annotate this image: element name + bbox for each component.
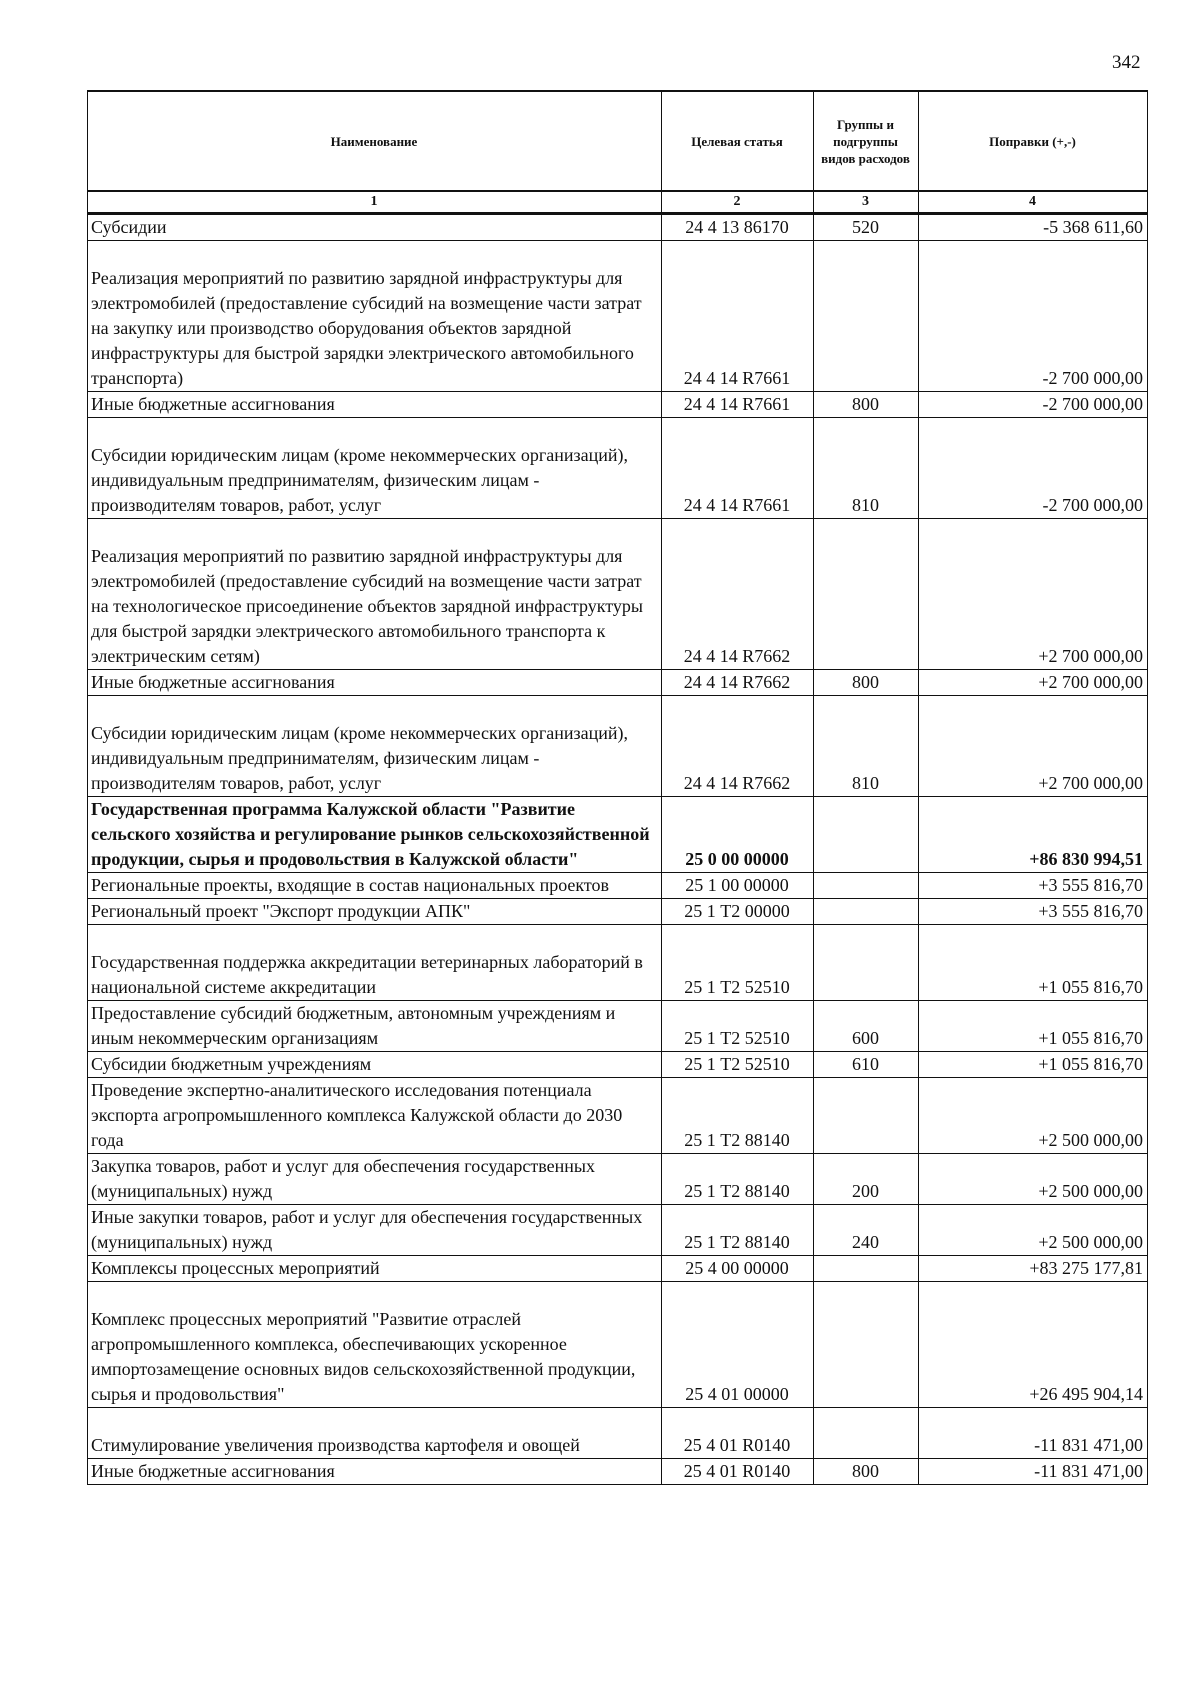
row-name: Государственная программа Калужской области "Развитие сельского хозяйства и регулирование рынков сельскохозяйственной продукции, сырья и продовольствия в Калужской области": [88, 797, 662, 873]
row-amount: +2 500 000,00: [919, 1205, 1148, 1256]
row-amount: +26 495 904,14: [919, 1282, 1148, 1408]
row-target-code: 25 1 Т2 88140: [662, 1078, 814, 1154]
row-target-code: 25 4 01 00000: [662, 1282, 814, 1408]
table-row: [88, 392, 1148, 418]
table-row: [88, 519, 1148, 670]
table-row: [88, 797, 1148, 873]
row-target-code: 24 4 14 R7661: [662, 392, 814, 418]
table-row: [88, 1052, 1148, 1078]
row-name: Иные бюджетные ассигнования: [88, 1459, 662, 1485]
row-amount: -2 700 000,00: [919, 418, 1148, 519]
table-row: [88, 418, 1148, 519]
row-name: Субсидии бюджетным учреждениям: [88, 1052, 662, 1078]
row-target-code: 24 4 14 R7662: [662, 670, 814, 696]
row-amount: +83 275 177,81: [919, 1256, 1148, 1282]
row-name: Иные закупки товаров, работ и услуг для обеспечения государственных (муниципальных) нужд: [88, 1205, 662, 1256]
row-target-code: 25 0 00 00000: [662, 797, 814, 873]
column-number-1: 1: [88, 191, 662, 214]
table-header: [88, 91, 1148, 214]
row-target-code: 25 1 Т2 00000: [662, 899, 814, 925]
column-number-4: 4: [919, 191, 1148, 214]
row-expense-group: 200: [814, 1154, 919, 1205]
row-amount: +1 055 816,70: [919, 1052, 1148, 1078]
row-target-code: 24 4 14 R7662: [662, 519, 814, 670]
row-target-code: 25 4 00 00000: [662, 1256, 814, 1282]
row-name: Закупка товаров, работ и услуг для обеспечения государственных (муниципальных) нужд: [88, 1154, 662, 1205]
table-row: [88, 1282, 1148, 1408]
table-row: [88, 1408, 1148, 1459]
row-amount: -2 700 000,00: [919, 392, 1148, 418]
row-amount: -11 831 471,00: [919, 1459, 1148, 1485]
row-expense-group: [814, 241, 919, 392]
row-target-code: 24 4 14 R7662: [662, 696, 814, 797]
row-target-code: 25 1 Т2 88140: [662, 1154, 814, 1205]
row-expense-group: [814, 1282, 919, 1408]
row-target-code: 24 4 13 86170: [662, 214, 814, 241]
row-target-code: 25 1 00 00000: [662, 873, 814, 899]
row-target-code: 24 4 14 R7661: [662, 418, 814, 519]
table-row: [88, 925, 1148, 1001]
row-amount: -5 368 611,60: [919, 214, 1148, 241]
header-amount: Поправки (+,-): [919, 91, 1148, 191]
row-expense-group: 520: [814, 214, 919, 241]
table-row: [88, 214, 1148, 241]
row-expense-group: [814, 899, 919, 925]
row-expense-group: 800: [814, 1459, 919, 1485]
table-row: [88, 873, 1148, 899]
row-amount: +2 500 000,00: [919, 1154, 1148, 1205]
row-name: Стимулирование увеличения производства картофеля и овощей: [88, 1408, 662, 1459]
row-name: Проведение экспертно-аналитического исследования потенциала экспорта агропромышленного комплекса Калужской области до 2030 года: [88, 1078, 662, 1154]
row-name: Субсидии юридическим лицам (кроме некоммерческих организаций), индивидуальным предпринимателям, физическим лицам - производителям товаров, работ, услуг: [88, 696, 662, 797]
row-target-code: 24 4 14 R7661: [662, 241, 814, 392]
row-name: Реализация мероприятий по развитию зарядной инфраструктуры для электромобилей (предоставление субсидий на возмещение части затрат на технологическое присоединение объектов зарядной инфраструктуры для быстрой зарядки электрического автомобильного транспорта к электрическим сетям): [88, 519, 662, 670]
row-expense-group: [814, 1078, 919, 1154]
budget-amendments-table: [87, 90, 1148, 1485]
row-target-code: 25 1 Т2 88140: [662, 1205, 814, 1256]
row-amount: -11 831 471,00: [919, 1408, 1148, 1459]
header-name: Наименование: [88, 91, 662, 191]
table-row: [88, 670, 1148, 696]
row-expense-group: 810: [814, 418, 919, 519]
row-target-code: 25 4 01 R0140: [662, 1408, 814, 1459]
row-amount: +2 700 000,00: [919, 696, 1148, 797]
row-name: Комплексы процессных мероприятий: [88, 1256, 662, 1282]
row-name: Государственная поддержка аккредитации ветеринарных лабораторий в национальной системе аккредитации: [88, 925, 662, 1001]
row-amount: +86 830 994,51: [919, 797, 1148, 873]
table-row: [88, 899, 1148, 925]
column-number-2: 2: [662, 191, 814, 214]
row-amount: +1 055 816,70: [919, 925, 1148, 1001]
row-amount: +2 500 000,00: [919, 1078, 1148, 1154]
row-expense-group: [814, 1408, 919, 1459]
row-expense-group: 810: [814, 696, 919, 797]
table-row: [88, 1205, 1148, 1256]
table-row: [88, 696, 1148, 797]
row-name: Иные бюджетные ассигнования: [88, 670, 662, 696]
row-name: Комплекс процессных мероприятий "Развитие отраслей агропромышленного комплекса, обеспечивающих ускоренное импортозамещение основных видов сельскохозяйственной продукции, сырья и продовольствия": [88, 1282, 662, 1408]
row-amount: +2 700 000,00: [919, 670, 1148, 696]
row-target-code: 25 4 01 R0140: [662, 1459, 814, 1485]
row-amount: -2 700 000,00: [919, 241, 1148, 392]
row-amount: +3 555 816,70: [919, 899, 1148, 925]
table-row: [88, 1078, 1148, 1154]
table-row: [88, 1001, 1148, 1052]
page-number: 342: [1112, 52, 1141, 73]
row-amount: +3 555 816,70: [919, 873, 1148, 899]
header-code: Целевая статья: [662, 91, 814, 191]
row-name: Региональные проекты, входящие в состав национальных проектов: [88, 873, 662, 899]
row-expense-group: [814, 519, 919, 670]
table-body: [88, 214, 1148, 1485]
row-name: Региональный проект "Экспорт продукции АПК": [88, 899, 662, 925]
header-group: Группы и подгруппы видов расходов: [814, 91, 919, 191]
row-expense-group: [814, 873, 919, 899]
row-amount: +1 055 816,70: [919, 1001, 1148, 1052]
row-expense-group: [814, 797, 919, 873]
row-expense-group: 800: [814, 392, 919, 418]
row-name: Субсидии: [88, 214, 662, 241]
row-amount: +2 700 000,00: [919, 519, 1148, 670]
row-expense-group: 610: [814, 1052, 919, 1078]
table-row: [88, 1154, 1148, 1205]
row-expense-group: [814, 925, 919, 1001]
row-expense-group: [814, 1256, 919, 1282]
row-name: Субсидии юридическим лицам (кроме некоммерческих организаций), индивидуальным предпринимателям, физическим лицам - производителям товаров, работ, услуг: [88, 418, 662, 519]
row-expense-group: 600: [814, 1001, 919, 1052]
table-row: [88, 1459, 1148, 1485]
table-row: [88, 241, 1148, 392]
row-target-code: 25 1 Т2 52510: [662, 1001, 814, 1052]
table-row: [88, 1256, 1148, 1282]
row-expense-group: 800: [814, 670, 919, 696]
row-name: Иные бюджетные ассигнования: [88, 392, 662, 418]
row-expense-group: 240: [814, 1205, 919, 1256]
row-name: Реализация мероприятий по развитию зарядной инфраструктуры для электромобилей (предоставление субсидий на возмещение части затрат на закупку или производство оборудования объектов зарядной инфраструктуры для быстрой зарядки электрического автомобильного транспорта): [88, 241, 662, 392]
row-target-code: 25 1 Т2 52510: [662, 925, 814, 1001]
row-target-code: 25 1 Т2 52510: [662, 1052, 814, 1078]
column-number-3: 3: [814, 191, 919, 214]
row-name: Предоставление субсидий бюджетным, автономным учреждениям и иным некоммерческим организациям: [88, 1001, 662, 1052]
